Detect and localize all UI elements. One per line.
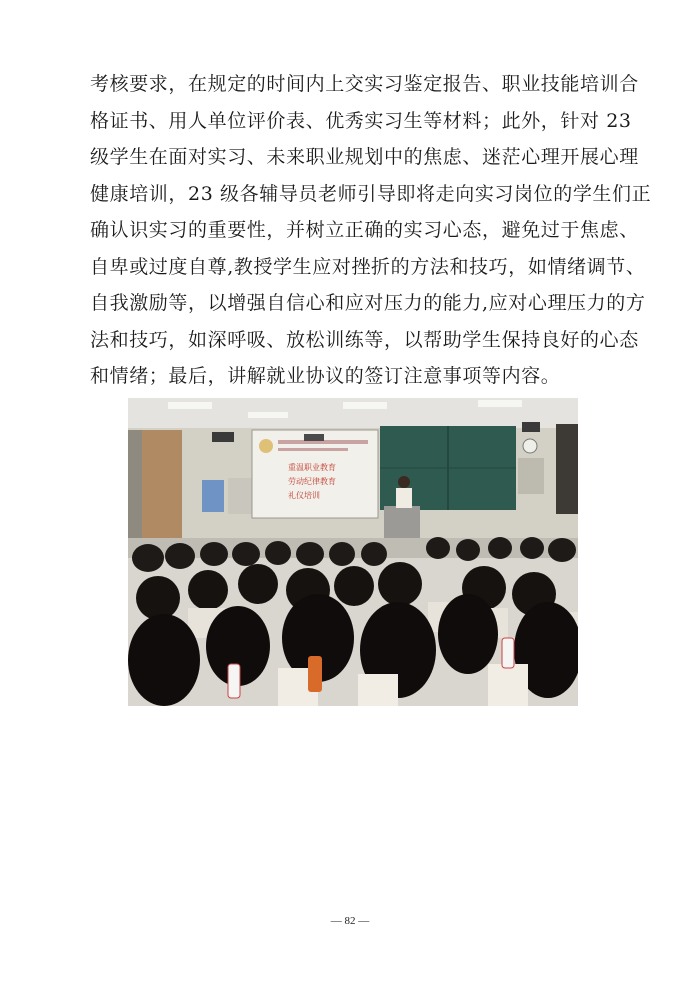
screen-line: 劳动纪律教育 bbox=[288, 477, 336, 486]
paragraph-line: 确认识实习的重要性，并树立正确的实习心态，避免过于焦虑、 bbox=[90, 219, 639, 241]
paragraph-line: 健康培训，23 级各辅导员老师引导即将走向实习岗位的学生们正 bbox=[90, 182, 652, 205]
paragraph-line: 考核要求，在规定的时间内上交实习鉴定报告、职业技能培训合 bbox=[90, 73, 639, 95]
paragraph-line: 和情绪；最后，讲解就业协议的签订注意事项等内容。 bbox=[90, 365, 561, 387]
paragraph-line: 级学生在面对实习、未来职业规划中的焦虑、迷茫心理开展心理 bbox=[90, 146, 639, 168]
paragraph-line: 自卑或过度自尊,教授学生应对挫折的方法和技巧，如情绪调节、 bbox=[90, 255, 646, 278]
classroom-photo bbox=[128, 398, 578, 706]
paragraph-line: 格证书、用人单位评价表、优秀实习生等材料；此外，针对 23 bbox=[90, 109, 632, 132]
paragraph-line: 法和技巧，如深呼吸、放松训练等，以帮助学生保持良好的心态 bbox=[90, 328, 639, 351]
screen-line: 礼仪培训 bbox=[288, 491, 320, 500]
body-paragraph bbox=[90, 66, 652, 395]
screen-line: 重温职业教育 bbox=[288, 463, 336, 472]
page-number: — 82 — bbox=[330, 915, 370, 927]
classroom-illustration bbox=[128, 398, 578, 706]
paragraph-line: 自我激励等，以增强自信心和应对压力的能力,应对心理压力的方 bbox=[90, 292, 646, 314]
